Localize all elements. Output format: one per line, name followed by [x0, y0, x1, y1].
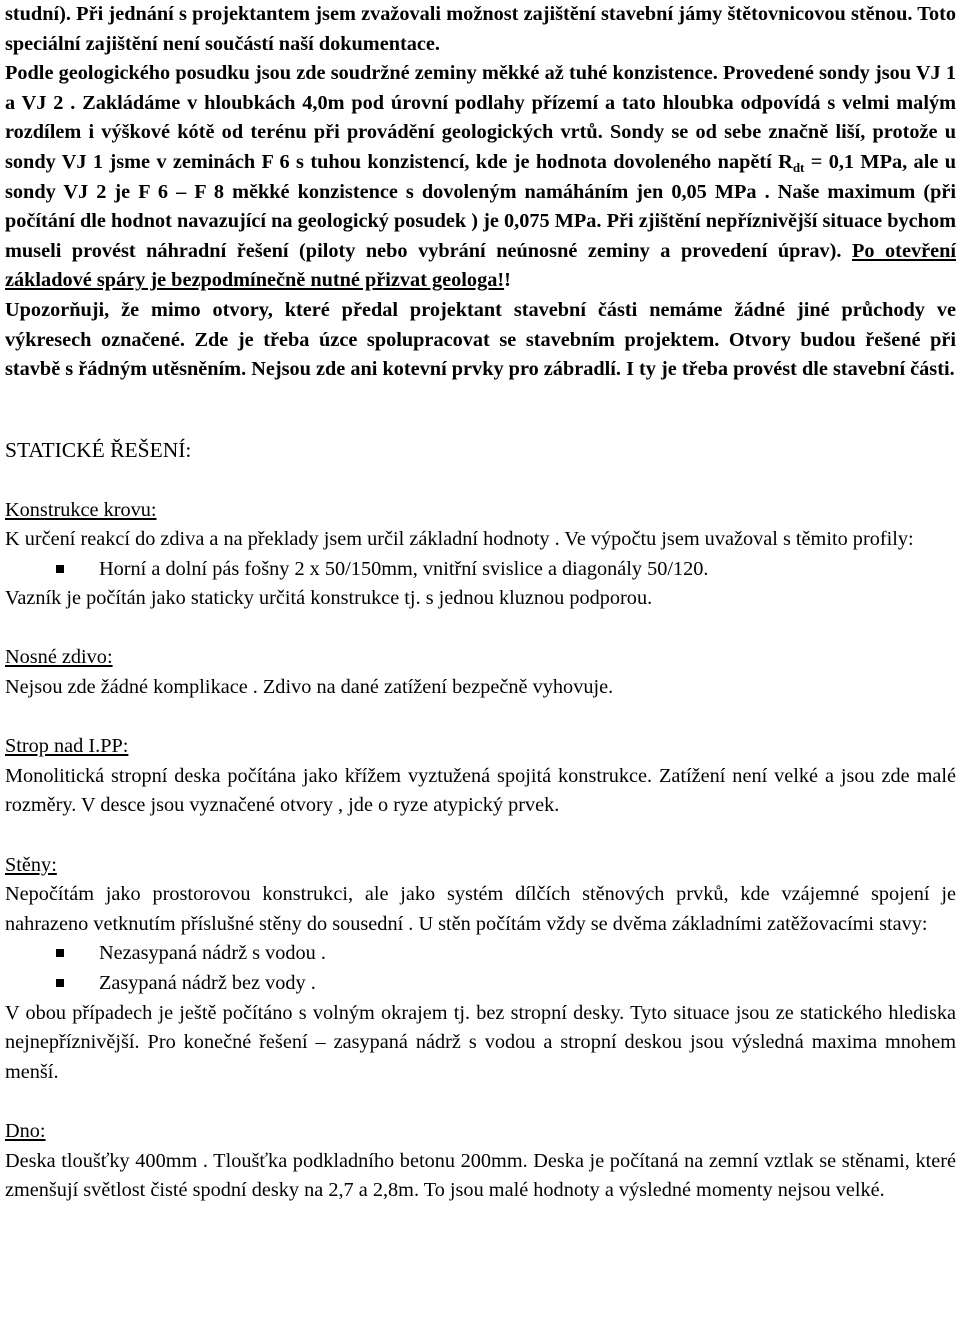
- section-title-bottom: Dno:: [5, 1119, 46, 1142]
- geology-text: Podle geologického posudku jsou zde soudržné zeminy měkké až tuhé konzistence. Provedené sondy jsou VJ 1 a VJ 2 . Zakládáme v hloubkách 4,0m pod úrovní podlahy přízemí a tato hloubka odpovídá s velmi malým rozdílem i výškové kótě od terénu při provádění geologických vrtů. Sondy se od sebe značně liší, protože u sondy VJ 1 jsme v zeminách F 6 s tuhou konzistencí, kde je hodnota dovoleného napětí R: [5, 62, 956, 173]
- roof-outro: Vazník je počítán jako staticky určitá konstrukce tj. s jednou kluznou podporou.: [5, 587, 653, 610]
- square-bullet-icon: [56, 949, 64, 957]
- list-item: Horní a dolní pás fošny 2 x 50/150mm, vnitřní svislice a diagonály 50/120.: [5, 555, 956, 585]
- spacer: [5, 1087, 956, 1117]
- section-title-ceiling: Strop nad I.PP:: [5, 735, 129, 758]
- masonry-text: Nejsou zde žádné komplikace . Zdivo na dané zatížení bezpečně vyhovuje.: [5, 676, 614, 699]
- section-title-masonry: Nosné zdivo:: [5, 646, 113, 669]
- paragraph-foundation-pit: studní). Při jednání s projektantem jsem zvažovali možnost zajištění stavební jámy štětovnicovou stěnou. Toto speciální zajištění není součástí naší dokumentace.: [5, 3, 956, 55]
- document-page: [5, 0, 956, 1206]
- walls-bullet-list: [5, 939, 956, 998]
- spacer: [5, 821, 956, 851]
- intro-bold-block: [5, 0, 956, 385]
- spacer: [5, 385, 956, 415]
- geology-text-rest: = 0,1 MPa, ale u sondy VJ 2 je F 6 – F 8 měkké konzistence s dovoleným namáháním jen 0,05 MPa . Naše maximum (při počítání dle hodnot navazující na geologický posudek ) je 0,075 MPa. Při zjištění nepříznivější situace bychom museli provést náhradní řešení (piloty nebo vybrání neúnosné zeminy a provedení úprav).: [5, 150, 956, 262]
- spacer: [5, 703, 956, 733]
- roof-intro: K určení reakcí do zdiva a na překlady jsem určil základní hodnoty . Ve výpočtu jsem uvažoval s těmito profily:: [5, 528, 914, 551]
- paragraph-geology: [5, 59, 956, 296]
- static-solution-heading: STATICKÉ ŘEŠENÍ:: [5, 438, 192, 463]
- spacer: [5, 614, 956, 644]
- section-title-roof: Konstrukce krovu:: [5, 498, 157, 521]
- square-bullet-icon: [56, 979, 64, 987]
- section-title-walls: Stěny:: [5, 853, 57, 876]
- walls-intro: Nepočítám jako prostorovou konstrukci, ale jako systém dílčích stěnových prvků, kde vzájemné spojení je nahrazeno vetknutím příslušné stěny do sousední . U stěn počítám vždy se dvěma základními zatěžovacími stavy:: [5, 883, 956, 935]
- geologist-warning-end: !: [504, 269, 511, 292]
- ceiling-text: Monolitická stropní deska počítána jako křížem vyztužená spojitá konstrukce. Zatížení není velké a jsou zde malé rozměry. V desce jsou vyznačené otvory , jde o ryze atypický prvek.: [5, 764, 956, 817]
- geologist-warning: Po otevření základové spáry je bezpodmínečně nutné přizvat geologa!: [5, 239, 957, 292]
- paragraph-openings: Upozorňuji, že mimo otvory, které předal projektant stavební části nemáme žádné jiné průchody ve výkresech označené. Zde je třeba úzce spolupracovat se stavebním projektem. Otvory budou řešené při stavbě s řádným utěsněním. Nejsou zde ani kotevní prvky pro zábradlí. I ty je třeba provést dle stavební části.: [5, 298, 956, 381]
- bottom-text: Deska tloušťky 400mm . Tloušťka podkladního betonu 200mm. Deska je počítaná na zemní vztlak se stěnami, které zmenšují světlost čisté spodní desky na 2,7 a 2,8m. To jsou malé hodnoty a výsledné momenty nejsou velké.: [5, 1149, 956, 1202]
- walls-outro: V obou případech je ještě počítáno s volným okrajem tj. bez stropní desky. Tyto situace jsou ze statického hlediska nejnepříznivější. Pro konečné řešení – zasypaná nádrž s vodou a stropní deskou jsou výsledná maxima mnohem menší.: [5, 1001, 956, 1083]
- square-bullet-icon: [56, 565, 64, 573]
- spacer: [5, 466, 956, 496]
- list-item: Nezasypaná nádrž s vodou .: [5, 939, 956, 969]
- roof-bullet-list: [5, 555, 956, 585]
- list-item: Zasypaná nádrž bez vody .: [5, 969, 956, 999]
- rdt-subscript: dt: [792, 159, 805, 175]
